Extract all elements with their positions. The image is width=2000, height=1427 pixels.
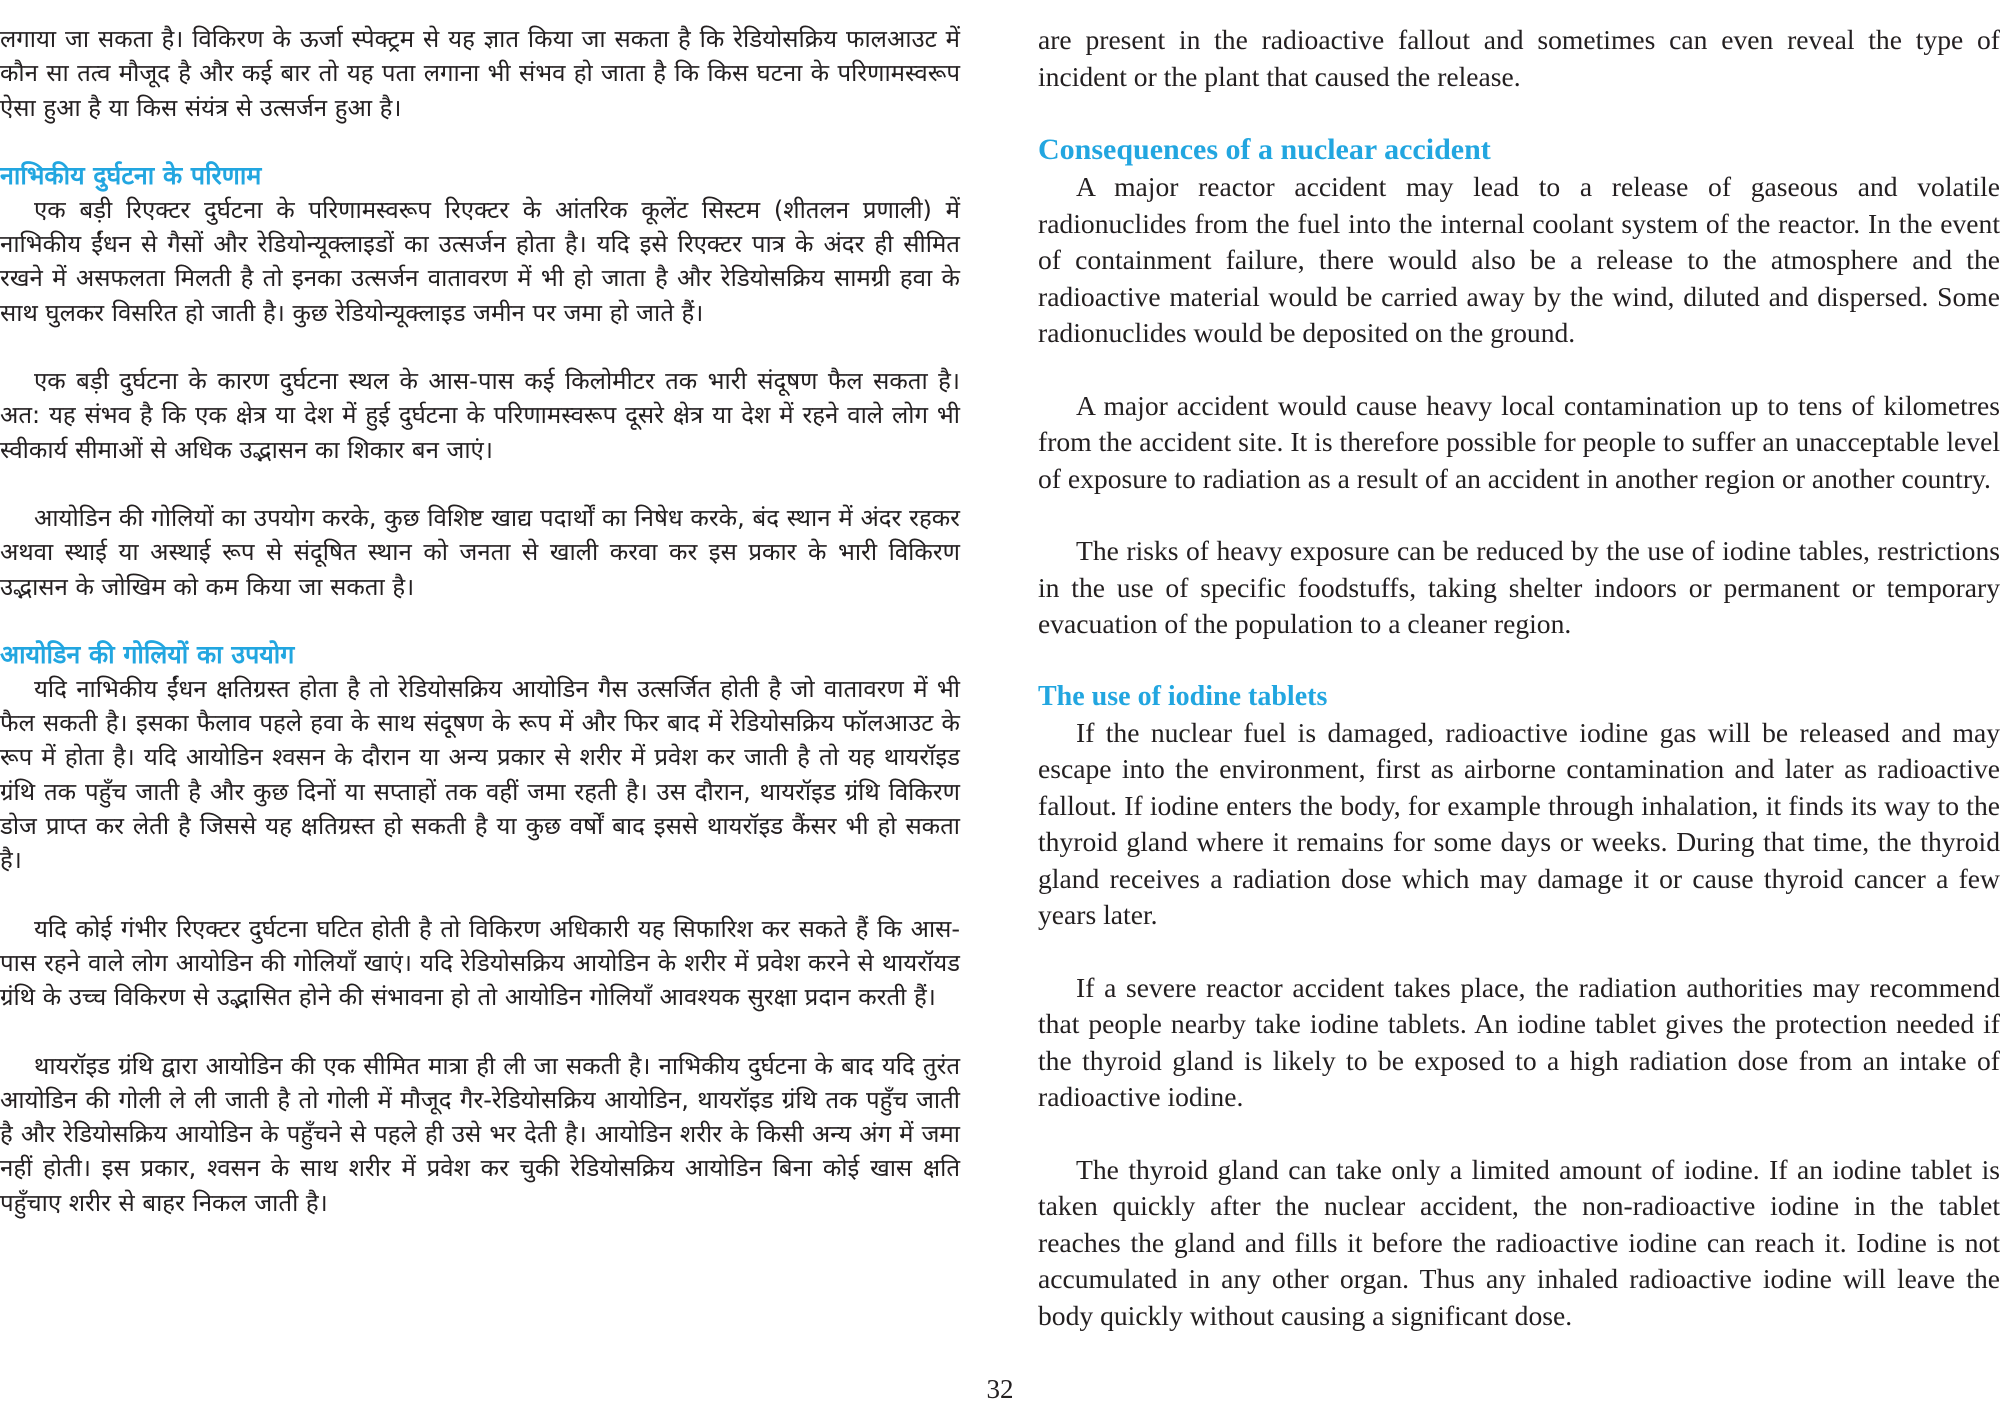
hindi-paragraph: आयोडिन की गोलियों का उपयोग करके, कुछ विशिष्ट खाद्य पदार्थों का निषेध करके, बंद स्थान में अंदर रहकर अथवा स्थाई या अस्थाई रूप से संदूषित स्थान को जनता से खाली करवा कर इस प्रकार के भारी विकिरण उद्भासन के जोखिम को कम किया जा सकता है।	[0, 503, 960, 601]
hindi-paragraph: थायरॉइड ग्रंथि द्वारा आयोडिन की एक सीमित मात्रा ही ली जा सकती है। नाभिकीय दुर्घटना के बाद यदि तुरंत आयोडिन की गोली ले ली जाती है तो गोली में मौजूद गैर-रेडियोसक्रिय आयोडिन, थायरॉइड ग्रंथि तक पहुँच जाती है और रेडियोसक्रिय आयोडिन के पहुँचने से पहले ही उसे भर देती है। आयोडिन शरीर के किसी अन्य अंग में जमा नहीं होती। इस प्रकार, श्वसन के साथ शरीर में प्रवेश कर चुकी रेडियोसक्रिय आयोडिन बिना कोई खास क्षति पहुँचाए शरीर से बाहर निकल जाती है।	[0, 1051, 960, 1217]
hindi-column	[0, 22, 960, 1220]
hindi-paragraph: यदि कोई गंभीर रिएक्टर दुर्घटना घटित होती है तो विकिरण अधिकारी यह सिफारिश कर सकते हैं कि आस-पास रहने वाले लोग आयोडिन की गोलियाँ खाएं। यदि रेडियोसक्रिय आयोडिन के शरीर में प्रवेश करने से थायरॉयड ग्रंथि के उच्च विकिरण से उद्भासित होने की संभावना हो तो आयोडिन गोलियाँ आवश्यक सुरक्षा प्रदान करती हैं।	[0, 914, 960, 1012]
english-heading-consequences: Consequences of a nuclear accident	[1038, 133, 1491, 166]
hindi-paragraph: यदि नाभिकीय ईंधन क्षतिग्रस्त होता है तो रेडियोसक्रिय आयोडिन गैस उत्सर्जित होती है जो वातावरण में भी फैल सकती है। इसका फैलाव पहले हवा के साथ संदूषण के रूप में और फिर बाद में रेडियोसक्रिय फॉलआउट के रूप में होता है। यदि आयोडिन श्वसन के दौरान या अन्य प्रकार से शरीर में प्रवेश कर जाती है तो यह थायरॉइड ग्रंथि तक पहुँच जाती है और कुछ दिनों या सप्ताहों तक वहीं जमा रहती है। उस दौरान, थायरॉइड ग्रंथि विकिरण डोज प्राप्त कर लेती है जिससे यह क्षतिग्रस्त हो सकती है या कुछ वर्षों बाद इससे थायरॉइड कैंसर भी हो सकता है।	[0, 674, 960, 875]
hindi-heading-iodine-tablets: आयोडिन की गोलियों का उपयोग	[0, 639, 295, 669]
english-paragraph: If the nuclear fuel is damaged, radioactive iodine gas will be released and may escape into the environment, first as airborne contamination and later as radioactive fallout. If iodine enters the body, for example through inhalation, it finds its way to the thyroid gland where it remains for some days or weeks. During that time, the thyroid gland receives a radiation dose which may damage it or cause thyroid cancer a few years later.	[1038, 716, 2000, 930]
english-column	[1038, 22, 2000, 1334]
english-paragraph: are present in the radioactive fallout and sometimes can even reveal the type of incident or the plant that caused the release.	[1038, 24, 2000, 92]
english-paragraph: The risks of heavy exposure can be reduced by the use of iodine tables, restrictions in the use of specific foodstuffs, taking shelter indoors or permanent or temporary evacuation of the population to a cleaner region.	[1038, 535, 2000, 639]
english-paragraph: The thyroid gland can take only a limited amount of iodine. If an iodine tablet is taken quickly after the nuclear accident, the non-radioactive iodine in the tablet reaches the gland and fills it before the radioactive iodine can reach it. Iodine is not accumulated in any other organ. Thus any inhaled radioactive iodine will leave the body quickly without causing a significant dose.	[1038, 1153, 2000, 1331]
english-paragraph: If a severe reactor accident takes place, the radiation authorities may recommend that people nearby take iodine tablets. An iodine tablet gives the protection needed if the thyroid gland is likely to be exposed to a high radiation dose from an intake of radioactive iodine.	[1038, 971, 2000, 1112]
english-paragraph: A major reactor accident may lead to a release of gaseous and volatile radionuclides from the fuel into the internal coolant system of the reactor. In the event of containment failure, there would also be a release to the atmosphere and the radioactive material would be carried away by the wind, diluted and dispersed. Some radionuclides would be deposited on the ground.	[1038, 171, 2000, 348]
hindi-paragraph: एक बड़ी रिएक्टर दुर्घटना के परिणामस्वरूप रिएक्टर के आंतरिक कूलेंट सिस्टम (शीतलन प्रणाली) में नाभिकीय ईंधन से गैसों और रेडियोन्यूक्लाइडों का उत्सर्जन होता है। यदि इसे रिएक्टर पात्र के अंदर ही सीमित रखने में असफलता मिलती है तो इनका उत्सर्जन वातावरण में भी हो जाता है और रेडियोसक्रिय सामग्री हवा के साथ घुलकर विसरित हो जाती है। कुछ रेडियोन्यूक्लाइड जमीन पर जमा हो जाते हैं।	[0, 195, 960, 327]
english-heading-iodine-tablets: The use of iodine tablets	[1038, 680, 1328, 712]
page-number: 32	[986, 1374, 1014, 1404]
hindi-paragraph: लगाया जा सकता है। विकिरण के ऊर्जा स्पेक्ट्रम से यह ज्ञात किया जा सकता है कि रेडियोसक्रिय फालआउट में कौन सा तत्व मौजूद है और कई बार तो यह पता लगाना भी संभव हो जाता है कि किस घटना के परिणामस्वरूप ऐसा हुआ है या किस संयंत्र से उत्सर्जन हुआ है।	[0, 25, 960, 122]
hindi-paragraph: एक बड़ी दुर्घटना के कारण दुर्घटना स्थल के आस-पास कई किलोमीटर तक भारी संदूषण फैल सकता है। अत: यह संभव है कि एक क्षेत्र या देश में हुई दुर्घटना के परिणामस्वरूप दूसरे क्षेत्र या देश में रहने वाले लोग भी स्वीकार्य सीमाओं से अधिक उद्भासन का शिकार बन जाएं।	[0, 367, 960, 464]
hindi-heading-consequences: नाभिकीय दुर्घटना के परिणाम	[0, 160, 262, 190]
english-paragraph: A major accident would cause heavy local contamination up to tens of kilometres from the accident site. It is therefore possible for people to suffer an unacceptable level of exposure to radiation as a result of an accident in another region or another country.	[1038, 389, 2000, 494]
